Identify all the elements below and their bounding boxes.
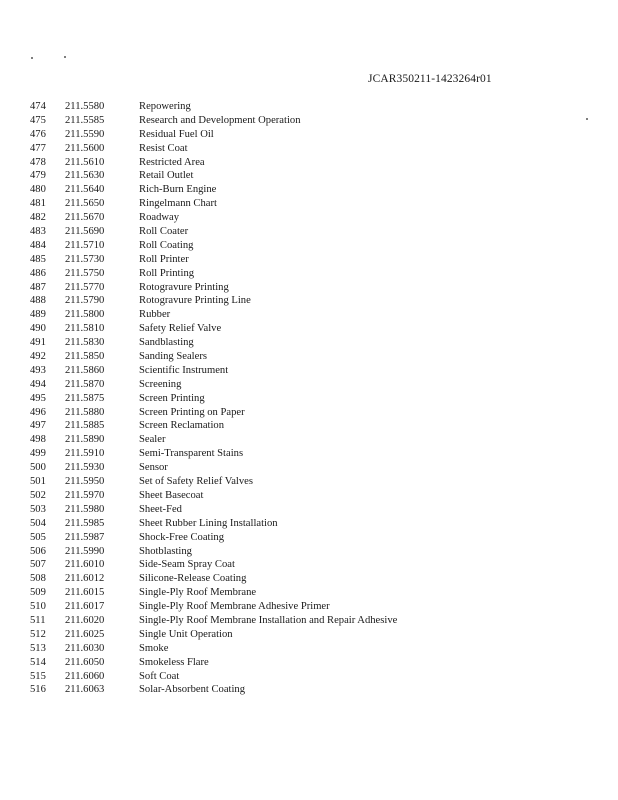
section-number: 211.5650: [65, 198, 105, 210]
section-number: 211.5585: [65, 114, 105, 126]
row-number: 500: [30, 462, 46, 474]
list-item: [0, 503, 618, 517]
section-number: 211.5985: [65, 517, 105, 529]
section-number: 211.5950: [65, 476, 105, 488]
defined-term: Shock-Free Coating: [139, 531, 225, 543]
defined-term: Residual Fuel Oil: [139, 128, 214, 140]
list-item: [0, 642, 618, 656]
section-number: 211.5990: [65, 545, 105, 557]
list-item: [0, 156, 618, 170]
section-number: 211.6025: [65, 628, 105, 640]
list-item: [0, 670, 618, 684]
row-number: 481: [30, 198, 46, 210]
defined-term: Roll Printer: [139, 253, 189, 265]
list-item: [0, 350, 618, 364]
section-number: 211.6017: [65, 601, 105, 613]
row-number: 495: [30, 392, 46, 404]
list-item: [0, 364, 618, 378]
section-number: 211.6060: [65, 670, 105, 682]
section-number: 211.5640: [65, 184, 105, 196]
row-number: 505: [30, 531, 46, 543]
list-item: [0, 489, 618, 503]
section-number: 211.5875: [65, 392, 105, 404]
list-item: [0, 628, 618, 642]
defined-term: Semi-Transparent Stains: [139, 448, 244, 460]
list-item: [0, 142, 618, 156]
defined-term: Single-Ply Roof Membrane Adhesive Primer: [139, 601, 330, 613]
section-number: 211.6020: [65, 614, 105, 626]
row-number: 487: [30, 281, 46, 293]
row-number: 479: [30, 170, 46, 182]
defined-term: Sanding Sealers: [139, 351, 207, 363]
defined-term: Repowering: [139, 101, 191, 112]
list-item: [0, 683, 618, 697]
defined-term: Single-Ply Roof Membrane: [139, 587, 257, 599]
defined-term: Side-Seam Spray Coat: [139, 559, 235, 571]
section-number: 211.5930: [65, 462, 105, 474]
row-number: 513: [30, 642, 46, 654]
list-item: [0, 475, 618, 489]
row-number: 501: [30, 476, 46, 488]
defined-term: Screening: [139, 378, 182, 390]
section-number: 211.6030: [65, 642, 105, 654]
row-number: 504: [30, 517, 46, 529]
section-number: 211.5600: [65, 142, 105, 154]
list-item: [0, 531, 618, 545]
list-item: [0, 267, 618, 281]
section-number: 211.5987: [65, 531, 105, 543]
list-item: [0, 239, 618, 253]
section-number: 211.6063: [65, 684, 105, 696]
section-number: 211.5970: [65, 489, 105, 501]
defined-term: Roll Printing: [139, 267, 195, 279]
defined-term: Resist Coat: [139, 142, 188, 154]
section-number: 211.5800: [65, 309, 105, 321]
defined-term: Rotogravure Printing: [139, 281, 229, 293]
scan-speck: [31, 57, 33, 59]
section-number: 211.5810: [65, 323, 105, 335]
defined-term: Set of Safety Relief Valves: [139, 476, 253, 488]
row-number: 486: [30, 267, 46, 279]
list-item: [0, 406, 618, 420]
list-item: [0, 586, 618, 600]
row-number: 506: [30, 545, 46, 557]
list-item: [0, 447, 618, 461]
defined-term: Restricted Area: [139, 156, 205, 168]
row-number: 510: [30, 601, 46, 613]
row-number: 474: [30, 101, 46, 112]
section-number: 211.6012: [65, 573, 105, 585]
defined-term: Research and Development Operation: [139, 114, 301, 126]
list-item: [0, 545, 618, 559]
row-number: 482: [30, 212, 46, 224]
section-number: 211.6010: [65, 559, 105, 571]
row-number: 480: [30, 184, 46, 196]
list-item: [0, 253, 618, 267]
section-number: 211.5890: [65, 434, 105, 446]
section-number: 211.5860: [65, 364, 105, 376]
defined-term: Retail Outlet: [139, 170, 194, 182]
row-number: 516: [30, 684, 46, 696]
defined-term: Soft Coat: [139, 670, 180, 682]
defined-term: Silicone-Release Coating: [139, 573, 247, 585]
list-item: [0, 378, 618, 392]
row-number: 475: [30, 114, 46, 126]
row-number: 497: [30, 420, 46, 432]
section-number: 211.6050: [65, 656, 105, 668]
section-number: 211.5670: [65, 212, 105, 224]
list-item: [0, 183, 618, 197]
defined-term: Roll Coating: [139, 239, 194, 251]
list-item: [0, 197, 618, 211]
list-item: [0, 308, 618, 322]
section-number: 211.5730: [65, 253, 105, 265]
section-number: 211.5770: [65, 281, 105, 293]
row-number: 478: [30, 156, 46, 168]
document-id: JCAR350211-1423264r01: [368, 73, 492, 85]
defined-term: Sandblasting: [139, 337, 194, 349]
row-number: 494: [30, 378, 46, 390]
list-item: [0, 225, 618, 239]
list-item: [0, 114, 618, 128]
defined-term: Ringelmann Chart: [139, 198, 217, 210]
row-number: 514: [30, 656, 46, 668]
row-number: 488: [30, 295, 46, 307]
section-number: 211.5880: [65, 406, 105, 418]
defined-term: Roadway: [139, 212, 180, 224]
row-number: 502: [30, 489, 46, 501]
section-number: 211.6015: [65, 587, 105, 599]
row-number: 499: [30, 448, 46, 460]
row-number: 485: [30, 253, 46, 265]
list-item: [0, 600, 618, 614]
defined-term: Rubber: [139, 309, 171, 321]
section-number: 211.5750: [65, 267, 105, 279]
defined-term: Safety Relief Valve: [139, 323, 222, 335]
list-item: [0, 169, 618, 183]
list-item: [0, 128, 618, 142]
section-number: 211.5580: [65, 101, 105, 112]
list-item: [0, 656, 618, 670]
row-number: 484: [30, 239, 46, 251]
defined-term: Solar-Absorbent Coating: [139, 684, 246, 696]
list-item: [0, 322, 618, 336]
section-number: 211.5630: [65, 170, 105, 182]
defined-term: Rotogravure Printing Line: [139, 295, 251, 307]
defined-term: Roll Coater: [139, 226, 189, 238]
section-number: 211.5870: [65, 378, 105, 390]
defined-term: Rich-Burn Engine: [139, 184, 217, 196]
list-item: [0, 572, 618, 586]
row-number: 492: [30, 351, 46, 363]
section-number: 211.5980: [65, 503, 105, 515]
section-number: 211.5790: [65, 295, 105, 307]
defined-term: Sheet-Fed: [139, 503, 182, 515]
row-number: 493: [30, 364, 46, 376]
row-number: 515: [30, 670, 46, 682]
list-item: [0, 281, 618, 295]
row-number: 508: [30, 573, 46, 585]
defined-term: Screen Reclamation: [139, 420, 225, 432]
defined-term: Sealer: [139, 434, 166, 446]
list-item: [0, 100, 618, 114]
section-number: 211.5610: [65, 156, 105, 168]
defined-term: Sensor: [139, 462, 168, 474]
definition-list: [0, 100, 618, 697]
scan-speck: [64, 56, 66, 58]
section-number: 211.5850: [65, 351, 105, 363]
list-item: [0, 433, 618, 447]
list-item: [0, 336, 618, 350]
defined-term: Scientific Instrument: [139, 364, 229, 376]
defined-term: Smokeless Flare: [139, 656, 209, 668]
defined-term: Smoke: [139, 642, 169, 654]
row-number: 483: [30, 226, 46, 238]
row-number: 509: [30, 587, 46, 599]
row-number: 496: [30, 406, 46, 418]
row-number: 498: [30, 434, 46, 446]
section-number: 211.5830: [65, 337, 105, 349]
row-number: 511: [30, 614, 46, 626]
row-number: 490: [30, 323, 46, 335]
list-item: [0, 614, 618, 628]
defined-term: Shotblasting: [139, 545, 192, 557]
section-number: 211.5710: [65, 239, 105, 251]
section-number: 211.5885: [65, 420, 105, 432]
list-item: [0, 419, 618, 433]
row-number: 512: [30, 628, 46, 640]
row-number: 489: [30, 309, 46, 321]
list-item: [0, 294, 618, 308]
list-item: [0, 392, 618, 406]
defined-term: Screen Printing on Paper: [139, 406, 245, 418]
row-number: 477: [30, 142, 46, 154]
list-item: [0, 558, 618, 572]
list-item: [0, 461, 618, 475]
row-number: 507: [30, 559, 46, 571]
section-number: 211.5910: [65, 448, 105, 460]
defined-term: Single-Ply Roof Membrane Installation and Repair Adhesive: [139, 614, 398, 626]
defined-term: Sheet Rubber Lining Installation: [139, 517, 278, 529]
list-item: [0, 211, 618, 225]
row-number: 503: [30, 503, 46, 515]
section-number: 211.5590: [65, 128, 105, 140]
defined-term: Single Unit Operation: [139, 628, 233, 640]
defined-term: Sheet Basecoat: [139, 489, 204, 501]
defined-term: Screen Printing: [139, 392, 205, 404]
list-item: [0, 517, 618, 531]
row-number: 476: [30, 128, 46, 140]
row-number: 491: [30, 337, 46, 349]
section-number: 211.5690: [65, 226, 105, 238]
